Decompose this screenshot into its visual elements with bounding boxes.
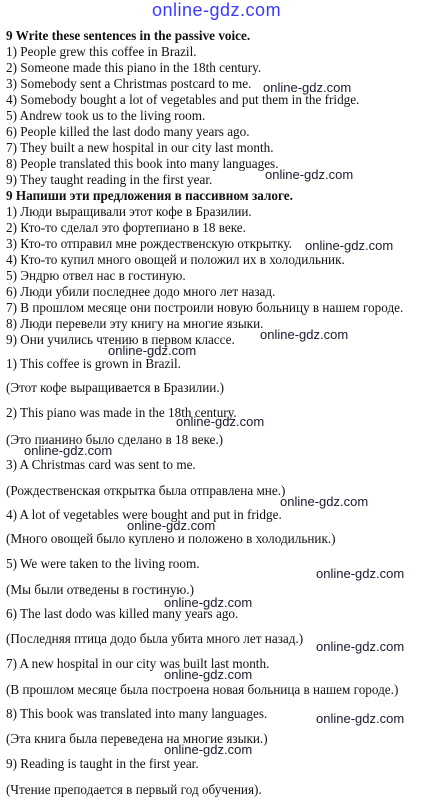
answer-ru: (Чтение преподается в первый год обучения).	[6, 782, 262, 797]
task-ru-item: 8) Люди перевели эту книгу на многие языки.	[6, 316, 264, 331]
watermark: online-gdz.com	[316, 566, 405, 581]
watermark: online-gdz.com	[24, 443, 113, 458]
watermark: online-gdz.com	[260, 327, 349, 342]
answer-en: 5) We were taken to the living room.	[6, 556, 200, 571]
task-en-item: 8) People translated this book into many languages.	[6, 156, 279, 171]
watermark: online-gdz.com	[316, 711, 405, 726]
task-ru-item: 5) Эндрю отвел нас в гостиную.	[6, 268, 186, 283]
watermark: online-gdz.com	[164, 595, 253, 610]
task-en-item: 1) People grew this coffee in Brazil.	[6, 44, 197, 59]
watermark: online-gdz.com	[127, 518, 216, 533]
watermark: online-gdz.com	[305, 238, 394, 253]
watermark: online-gdz.com	[265, 167, 354, 182]
watermark: online-gdz.com	[164, 667, 253, 682]
task-en-item: 3) Somebody sent a Christmas postcard to me.	[6, 76, 252, 91]
task-en-heading: 9 Write these sentences in the passive voice.	[6, 28, 251, 43]
task-en-item: 6) People killed the last dodo many years ago.	[6, 124, 250, 139]
task-ru-item: 9) Они учились чтению в первом классе.	[6, 332, 235, 347]
answer-ru: (Рождественская открытка была отправлена мне.)	[6, 483, 286, 498]
task-ru-item: 7) В прошлом месяце они построили новую больницу в нашем городе.	[6, 300, 404, 315]
answer-ru: (Это пианино было сделано в 18 веке.)	[6, 432, 224, 447]
watermark-top: online-gdz.com	[152, 0, 282, 20]
watermark: online-gdz.com	[108, 343, 197, 358]
answer-ru: (Этот кофе выращивается в Бразилии.)	[6, 380, 225, 395]
task-en-item: 4) Somebody bought a lot of vegetables and put them in the fridge.	[6, 92, 360, 107]
task-ru-item: 3) Кто-то отправил мне рождественскую открытку.	[6, 236, 292, 251]
task-en-item: 2) Someone made this piano in the 18th century.	[6, 60, 262, 75]
answer-en: 6) The last dodo was killed many years ago.	[6, 606, 239, 621]
watermark: online-gdz.com	[316, 639, 405, 654]
answer-en: 7) A new hospital in our city was built last month.	[6, 656, 270, 671]
task-en-item: 9) They taught reading in the first year.	[6, 172, 213, 187]
answer-en: 3) A Christmas card was sent to me.	[6, 457, 196, 472]
task-ru-item: 2) Кто-то сделал это фортепиано в 18 веке.	[6, 220, 246, 235]
task-ru-heading: 9 Напиши эти предложения в пассивном залоге.	[6, 188, 293, 203]
watermark: online-gdz.com	[280, 494, 369, 509]
task-en-item: 5) Andrew took us to the living room.	[6, 108, 206, 123]
answer-ru: (Много овощей было куплено и положено в холодильник.)	[6, 531, 336, 546]
watermark: online-gdz.com	[176, 414, 265, 429]
answer-ru: (Эта книга была переведена на многие языки.)	[6, 731, 268, 746]
answer-en: 8) This book was translated into many languages.	[6, 706, 268, 721]
answer-en: 1) This coffee is grown in Brazil.	[6, 356, 181, 371]
watermark: online-gdz.com	[164, 742, 253, 757]
answer-en: 2) This piano was made in the 18th century.	[6, 405, 237, 420]
watermark: online-gdz.com	[263, 80, 352, 95]
answer-en: 4) A lot of vegetables were bought and put in fridge.	[6, 507, 282, 522]
task-ru-item: 4) Кто-то купил много овощей и положил их в холодильник.	[6, 252, 345, 267]
answer-en: 9) Reading is taught in the first year.	[6, 756, 199, 771]
answer-ru: (В прошлом месяце была построена новая больница в нашем городе.)	[6, 682, 399, 697]
task-ru-item: 1) Люди выращивали этот кофе в Бразилии.	[6, 204, 252, 219]
answer-ru: (Последняя птица додо была убита много лет назад.)	[6, 631, 304, 646]
task-ru-item: 6) Люди убили последнее додо много лет назад.	[6, 284, 276, 299]
answer-ru: (Мы были отведены в гостиную.)	[6, 582, 194, 597]
task-en-item: 7) They built a new hospital in our city last month.	[6, 140, 274, 155]
